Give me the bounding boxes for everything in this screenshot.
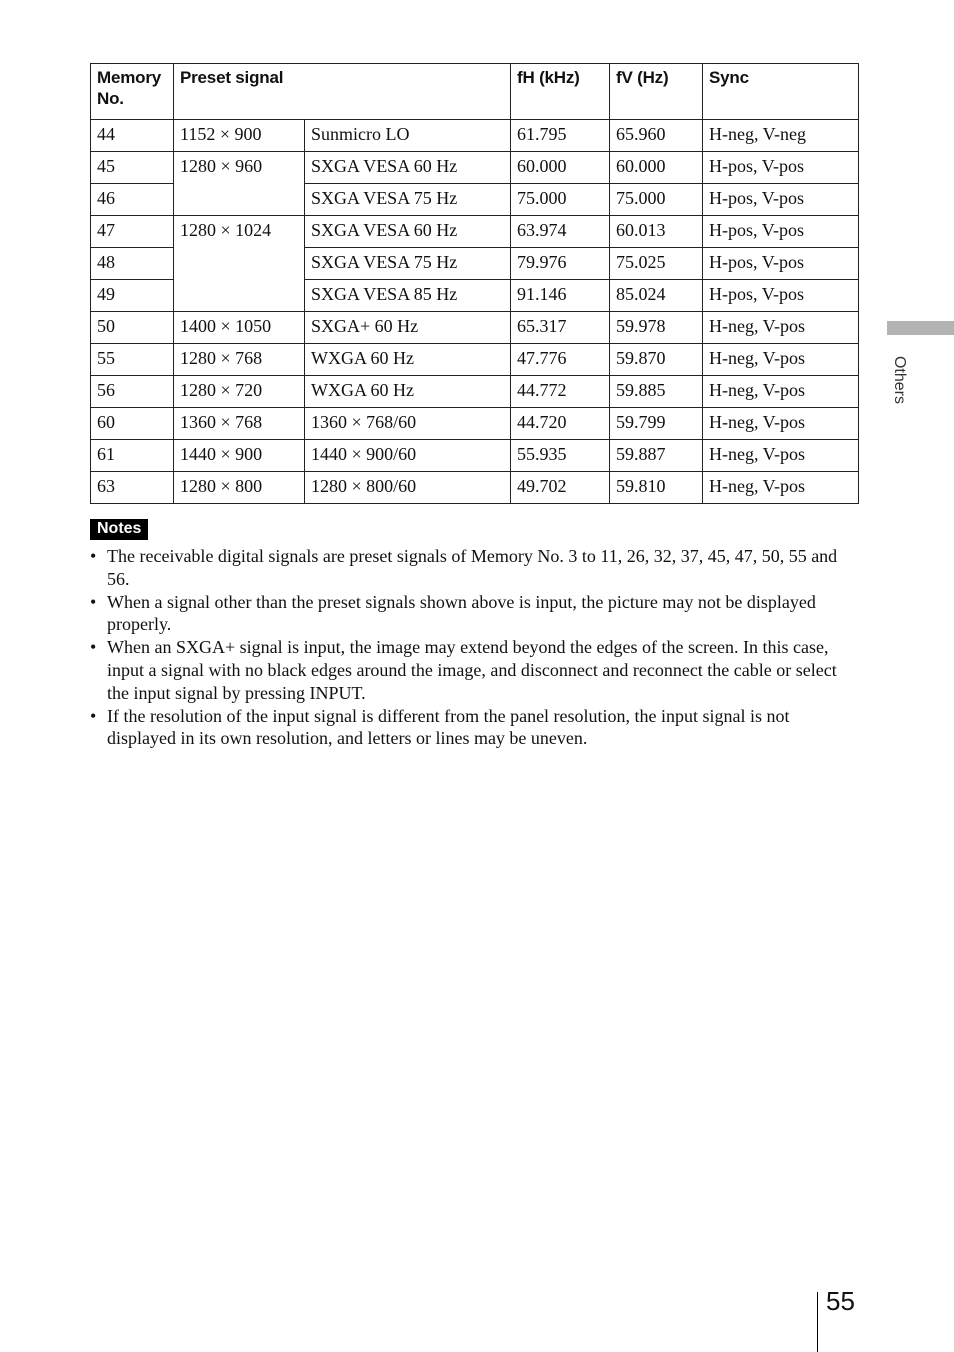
table-row — [91, 472, 859, 504]
header-memory-no — [91, 64, 174, 120]
resolution-cell: 1152 × 900 — [174, 120, 305, 152]
memory-cell: 49 — [91, 280, 174, 312]
note-text: When an SXGA+ signal is input, the image may extend beyond the edges of the screen. In this case, input a signal with no black edges around the image, and disconnect and reconnect the cable or select the input signal by pressing INPUT. — [107, 637, 837, 703]
resolution-cell: 1360 × 768 — [174, 408, 305, 440]
fh-cell: 47.776 — [511, 344, 610, 376]
header-fh: fH (kHz) — [511, 64, 610, 120]
sync-cell: H-neg, V-pos — [703, 344, 859, 376]
page-number: 55 — [826, 1286, 855, 1316]
fh-cell: 44.772 — [511, 376, 610, 408]
fv-cell: 60.000 — [610, 152, 703, 184]
fv-cell: 59.870 — [610, 344, 703, 376]
header-preset-signal: Preset signal — [174, 64, 511, 120]
fv-cell: 65.960 — [610, 120, 703, 152]
notes-list — [90, 545, 858, 750]
fv-cell: 59.810 — [610, 472, 703, 504]
memory-cell: 44 — [91, 120, 174, 152]
sync-cell: H-neg, V-pos — [703, 312, 859, 344]
page-number-divider — [817, 1292, 818, 1352]
fv-cell: 59.887 — [610, 440, 703, 472]
section-tab-label: Others — [891, 355, 908, 404]
fh-cell: 55.935 — [511, 440, 610, 472]
fv-cell: 85.024 — [610, 280, 703, 312]
note-item — [90, 591, 858, 637]
preset-signal-table — [90, 63, 859, 504]
note-text: The receivable digital signals are preset signals of Memory No. 3 to 11, 26, 32, 37, 45, 47, 50, 55 and 56. — [107, 546, 838, 589]
resolution-cell: 1440 × 900 — [174, 440, 305, 472]
note-text: When a signal other than the preset signals shown above is input, the picture may not be displayed properly. — [107, 591, 816, 635]
fh-cell: 79.976 — [511, 248, 610, 280]
table-row — [91, 440, 859, 472]
bullet-icon: • — [90, 591, 97, 612]
sync-cell: H-neg, V-pos — [703, 440, 859, 472]
header-memory-line1: Memory — [97, 68, 161, 87]
note-item — [90, 545, 858, 591]
sync-cell: H-pos, V-pos — [703, 152, 859, 184]
fv-cell: 59.978 — [610, 312, 703, 344]
note-text: If the resolution of the input signal is different from the panel resolution, the input signal is not displayed in its own resolution, and letters or lines may be uneven. — [107, 705, 790, 749]
table-header-row — [91, 64, 859, 120]
table-row — [91, 120, 859, 152]
bullet-icon: • — [90, 546, 97, 566]
note-item — [90, 705, 858, 751]
note-item — [90, 636, 858, 704]
sync-cell: H-neg, V-pos — [703, 376, 859, 408]
signal-cell: SXGA VESA 85 Hz — [305, 280, 511, 312]
sync-cell: H-pos, V-pos — [703, 184, 859, 216]
memory-cell: 63 — [91, 472, 174, 504]
fh-cell: 60.000 — [511, 152, 610, 184]
sync-cell: H-neg, V-pos — [703, 472, 859, 504]
table-row — [91, 376, 859, 408]
memory-cell: 50 — [91, 312, 174, 344]
fh-cell: 65.317 — [511, 312, 610, 344]
memory-cell: 60 — [91, 408, 174, 440]
notes-label: Notes — [90, 519, 148, 540]
signal-cell: SXGA VESA 60 Hz — [305, 152, 511, 184]
sync-cell: H-pos, V-pos — [703, 248, 859, 280]
memory-cell: 61 — [91, 440, 174, 472]
fh-cell: 44.720 — [511, 408, 610, 440]
section-tab-marker — [887, 321, 954, 335]
fh-cell: 63.974 — [511, 216, 610, 248]
sync-cell: H-neg, V-pos — [703, 408, 859, 440]
memory-cell: 46 — [91, 184, 174, 216]
resolution-cell: 1280 × 1024 — [174, 216, 305, 312]
memory-cell: 45 — [91, 152, 174, 184]
signal-cell: SXGA+ 60 Hz — [305, 312, 511, 344]
memory-cell: 55 — [91, 344, 174, 376]
fv-cell: 59.799 — [610, 408, 703, 440]
resolution-cell: 1400 × 1050 — [174, 312, 305, 344]
fh-cell: 61.795 — [511, 120, 610, 152]
signal-cell: SXGA VESA 75 Hz — [305, 184, 511, 216]
resolution-cell: 1280 × 720 — [174, 376, 305, 408]
table-row — [91, 216, 859, 248]
memory-cell: 56 — [91, 376, 174, 408]
sync-cell: H-neg, V-neg — [703, 120, 859, 152]
signal-cell: 1440 × 900/60 — [305, 440, 511, 472]
table-row — [91, 344, 859, 376]
fv-cell: 75.025 — [610, 248, 703, 280]
fh-cell: 91.146 — [511, 280, 610, 312]
table-row — [91, 312, 859, 344]
signal-cell: 1280 × 800/60 — [305, 472, 511, 504]
resolution-cell: 1280 × 960 — [174, 152, 305, 216]
fv-cell: 75.000 — [610, 184, 703, 216]
signal-cell: Sunmicro LO — [305, 120, 511, 152]
table-row — [91, 408, 859, 440]
resolution-cell: 1280 × 800 — [174, 472, 305, 504]
signal-cell: WXGA 60 Hz — [305, 344, 511, 376]
bullet-icon: • — [90, 637, 97, 658]
resolution-cell: 1280 × 768 — [174, 344, 305, 376]
fv-cell: 59.885 — [610, 376, 703, 408]
header-fv: fV (Hz) — [610, 64, 703, 120]
signal-cell: SXGA VESA 75 Hz — [305, 248, 511, 280]
bullet-icon: • — [90, 705, 97, 726]
fh-cell: 49.702 — [511, 472, 610, 504]
signal-cell: SXGA VESA 60 Hz — [305, 216, 511, 248]
table-row — [91, 152, 859, 184]
memory-cell: 47 — [91, 216, 174, 248]
fh-cell: 75.000 — [511, 184, 610, 216]
sync-cell: H-pos, V-pos — [703, 216, 859, 248]
signal-cell: 1360 × 768/60 — [305, 408, 511, 440]
memory-cell: 48 — [91, 248, 174, 280]
header-sync: Sync — [703, 64, 859, 120]
fv-cell: 60.013 — [610, 216, 703, 248]
sync-cell: H-pos, V-pos — [703, 280, 859, 312]
header-memory-line2: No. — [97, 89, 124, 108]
signal-cell: WXGA 60 Hz — [305, 376, 511, 408]
